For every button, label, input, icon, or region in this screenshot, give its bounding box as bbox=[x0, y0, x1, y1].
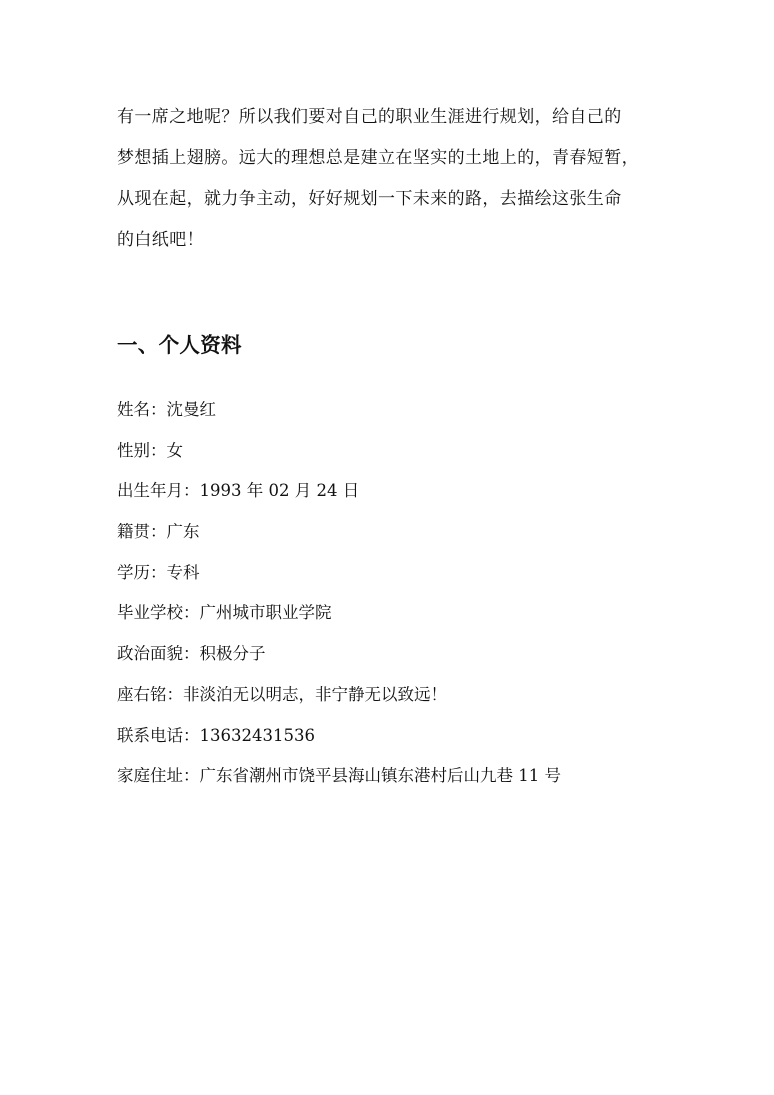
info-motto: 座右铭：非淡泊无以明志，非宁静无以致远！ bbox=[117, 684, 447, 704]
info-birth-date: 出生年月：1993 年 02 月 24 日 bbox=[117, 481, 360, 501]
intro-line: 梦想插上翅膀。远大的理想总是建立在坚实的土地上的，青春短暂， bbox=[117, 148, 639, 168]
info-phone: 联系电话：13632431536 bbox=[117, 725, 315, 745]
info-gender: 性别：女 bbox=[117, 440, 183, 460]
info-address: 家庭住址：广东省潮州市饶平县海山镇东港村后山九巷 11 号 bbox=[117, 766, 561, 786]
section-heading-personal-info: 一、个人资料 bbox=[117, 333, 242, 357]
intro-line: 有一席之地呢？所以我们要对自己的职业生涯进行规划，给自己的 bbox=[117, 107, 622, 127]
info-school: 毕业学校：广州城市职业学院 bbox=[117, 603, 332, 623]
intro-line: 从现在起，就力争主动，好好规划一下未来的路，去描绘这张生命 bbox=[117, 189, 622, 209]
personal-info-list bbox=[117, 390, 677, 797]
info-native-place: 籍贯：广东 bbox=[117, 522, 200, 542]
info-education: 学历：专科 bbox=[117, 562, 200, 582]
info-name: 姓名：沈曼红 bbox=[117, 400, 216, 419]
info-political-status: 政治面貌：积极分子 bbox=[117, 644, 266, 664]
intro-paragraph bbox=[117, 97, 662, 261]
intro-line: 的白纸吧！ bbox=[117, 230, 204, 250]
